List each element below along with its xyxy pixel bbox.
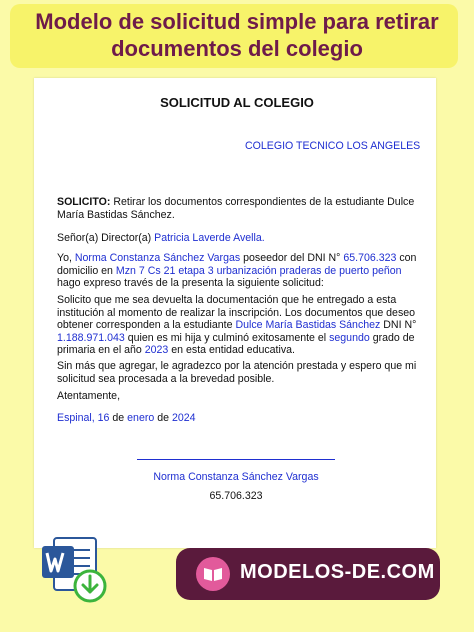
student-grade: segundo (329, 331, 370, 344)
closing-salutation: Atentamente, (57, 390, 121, 402)
request-text-3: grado de primaria en el año (57, 331, 415, 357)
signature-id: 65.706.323 (209, 490, 263, 502)
date-month: enero (127, 412, 155, 424)
date-de-1: de (112, 412, 125, 424)
date-city: Espinal, (57, 412, 95, 424)
date-line (57, 412, 417, 425)
closing-paragraph: Sin más que agregar, le agradezco por la atención prestada y espero que mi solicitud sea procesada a la brevedad posible. (57, 360, 417, 385)
date-de-2: de (157, 412, 170, 424)
text-yo: Yo, (57, 252, 72, 264)
dni-text: poseedor del DNI N° (243, 252, 341, 264)
date-year: 2024 (171, 412, 196, 424)
request-text-1: Solicito que me sea devuelta la documentación que he entregado a esta institución al momento de realizar la inscripción. Los documentos que deseo obtener corresponden a la estudiante (57, 294, 416, 332)
applicant-dni: 65.706.323 (343, 252, 397, 264)
applicant-address: Mzn 7 Cs 21 etapa 3 urbanización praderas de puerto peñon (115, 264, 402, 277)
page-title: Modelo de solicitud simple para retirar documentos del colegio (35, 9, 439, 61)
school-name: COLEGIO TECNICO LOS ANGELES (245, 140, 421, 152)
identification-paragraph (57, 252, 417, 290)
identification-rest: hago expreso través de la presenta la siguiente solicitud: (57, 277, 324, 290)
applicant-name: Norma Constanza Sánchez Vargas (74, 252, 241, 264)
open-book-icon (196, 557, 230, 591)
greeting-prefix: Señor(a) Director(a) (57, 232, 152, 244)
solicito-label: SOLICITO: (57, 196, 111, 208)
request-paragraph (57, 294, 417, 357)
student-dni-text: DNI N° (383, 319, 417, 332)
signature-line (137, 459, 335, 460)
document-heading: SOLICITUD AL COLEGIO (160, 95, 314, 110)
signature-name: Norma Constanza Sánchez Vargas (153, 471, 319, 483)
greeting-line (57, 232, 417, 245)
student-name: Dulce María Bastidas Sánchez (235, 319, 381, 332)
solicito-text: Retirar los documentos correspondientes de la estudiante Dulce María Bastidas Sánchez. (57, 196, 415, 221)
date-day: 16 (97, 412, 110, 424)
site-badge[interactable] (176, 548, 440, 600)
request-text-4: en esta entidad educativa. (171, 344, 295, 357)
director-name: Patricia Laverde Avella. (154, 232, 265, 244)
request-text-2: quien es mi hija y culminó exitosamente el (127, 331, 327, 344)
word-document-download-icon[interactable] (40, 534, 110, 604)
domicilio-text: con domicilio en (57, 252, 417, 277)
site-label: MODELOS-DE.COM (240, 561, 435, 583)
solicito-paragraph (57, 196, 417, 221)
student-dni: 1.188.971.043 (57, 331, 125, 344)
student-year: 2023 (144, 344, 169, 357)
